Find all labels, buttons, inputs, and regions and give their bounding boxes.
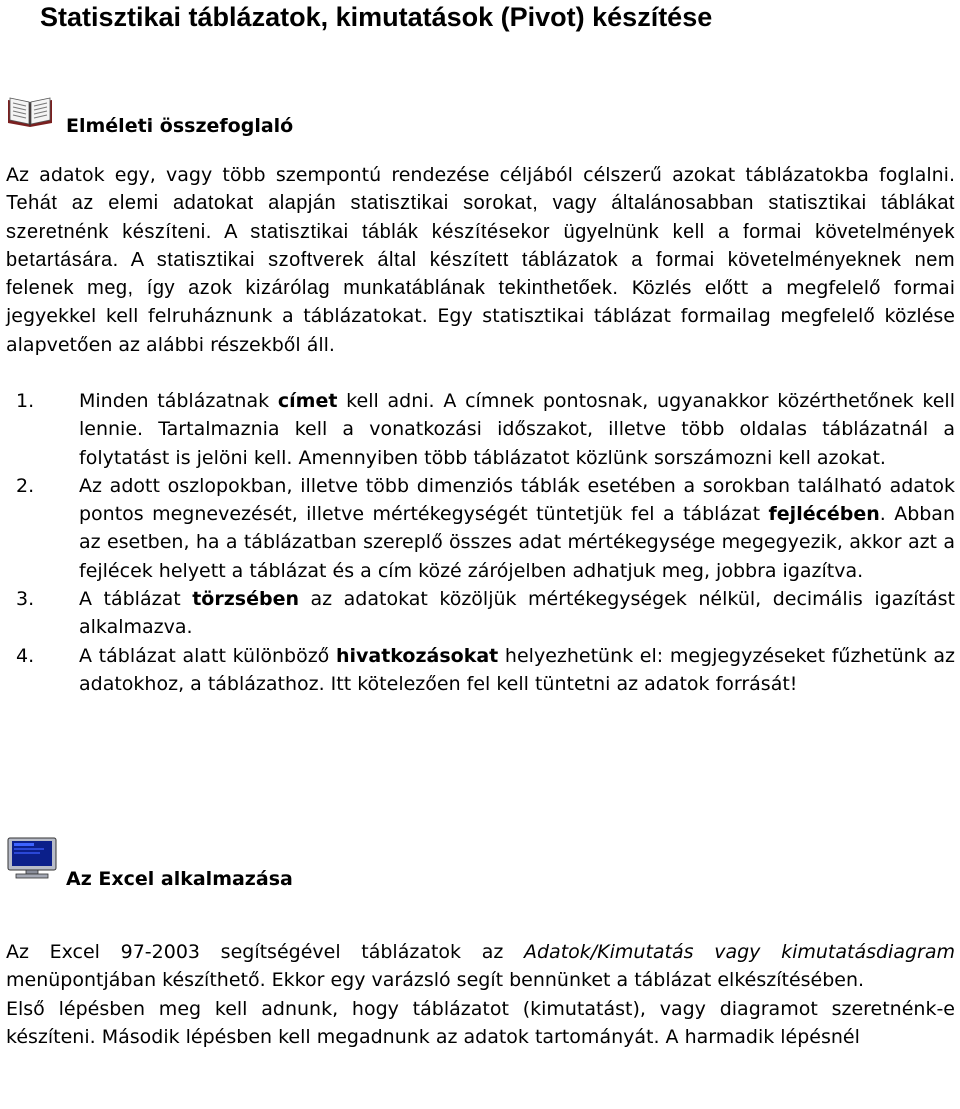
list-item-keyword: címet (277, 390, 338, 412)
list-item-keyword: törzsében (192, 588, 299, 611)
list-item-keyword: fejlécében (768, 503, 880, 526)
section-theory-header (6, 94, 294, 137)
computer-monitor-icon (6, 837, 58, 883)
intro-sentence-2: Tehát az elemi adatokat alapján statisztikai sorokat, vagy általánosabban statisztikai táblákat szeretnénk készíteni. A statisztikai táblák készítésekor ügyelnünk kell a formai követelmények betartására. A statisztikai szoftverek által készített táblázatok a formai követelményeknek nem felenek meg, így azok kizárólag munkatáblának tekinthetőek. (6, 192, 955, 300)
theory-intro-paragraph (6, 161, 955, 359)
list-item-text: helyezhetünk el: megjegyzéseket fűzhetünk az adatokhoz, a táblázathoz. Itt kötelezően fel kell tüntetni az adatok forrását! (79, 644, 955, 695)
list-item (6, 472, 955, 585)
list-item-text: A táblázat (79, 588, 193, 611)
intro-sentence-1: Az adatok egy, vagy több szempontú rendezése céljából célszerű azokat táblázatokba foglalni. (6, 164, 955, 186)
list-item-keyword: hivatkozásokat (335, 644, 499, 667)
book-icon (6, 94, 54, 132)
intro-sentence-3: Közlés előtt a megfelelő formai jegyekkel kell felruháznunk a táblázatokat. Egy statisztikai táblázat formailag megfelelő közlése alapvetően az alábbi részekből áll. (6, 277, 955, 356)
paragraph-text: Az Excel 97-2003 segítségével táblázatok az (6, 941, 524, 963)
section-excel-header (6, 837, 293, 890)
paragraph-text: menüpontjában készíthető. Ekkor egy varázsló segít bennünket a táblázat elkészítésében. (6, 969, 865, 992)
list-item-text: A táblázat alatt különböző (79, 644, 336, 667)
page-title: Statisztikai táblázatok, kimutatások (Pivot) készítése (40, 2, 713, 32)
list-item-text: . Abban az esetben, ha a táblázatban szereplő összes adat mértékegysége megegyezik, akkor azt a fejlécek helyett a táblázat és a cím közé zárójelben adhatjuk meg, jobbra igazítva. (79, 503, 955, 582)
list-item-text: Minden táblázatnak (79, 390, 278, 412)
list-item-number: 4. (16, 644, 35, 667)
excel-paragraph-1 (6, 938, 955, 995)
list-item-number: 2. (16, 474, 35, 497)
list-item (6, 585, 955, 642)
table-parts-list (6, 387, 955, 698)
section-heading-excel: Az Excel alkalmazása (66, 868, 293, 890)
menu-path: Adatok/Kimutatás vagy kimutatásdiagram (524, 941, 955, 963)
excel-paragraph-2: Első lépésben meg kell adnunk, hogy táblázatot (kimutatást), vagy diagramot szeretnénk-e készíteni. Második lépésben kell megadnunk az adatok tartományát. A harmadik lépésnél (6, 997, 955, 1048)
list-item-number: 1. (16, 390, 35, 412)
list-item-number: 3. (16, 588, 35, 611)
excel-paragraphs (6, 938, 955, 1051)
list-item (6, 642, 955, 699)
list-item-text: Az adott oszlopokban, illetve több dimenziós táblák esetében a sorokban található adatok pontos megnevezését, illetve mértékegységét tüntetjük fel a táblázat (79, 474, 955, 526)
list-item (6, 387, 955, 472)
section-heading-theory: Elméleti összefoglaló (66, 115, 294, 137)
list-item-text: kell adni. A címnek pontosnak, ugyanakkor közérthetőnek kell lennie. Tartalmaznia kell a vonatkozási időszakot, illetve több oldalas táblázatnál a folytatást is jelöni kell. Amennyiben több táblázatot közlünk sorszámozni kell azokat. (79, 390, 955, 469)
list-item-text: az adatokat közöljük mértékegységek nélkül, decimális igazítást alkalmazva. (79, 588, 955, 639)
